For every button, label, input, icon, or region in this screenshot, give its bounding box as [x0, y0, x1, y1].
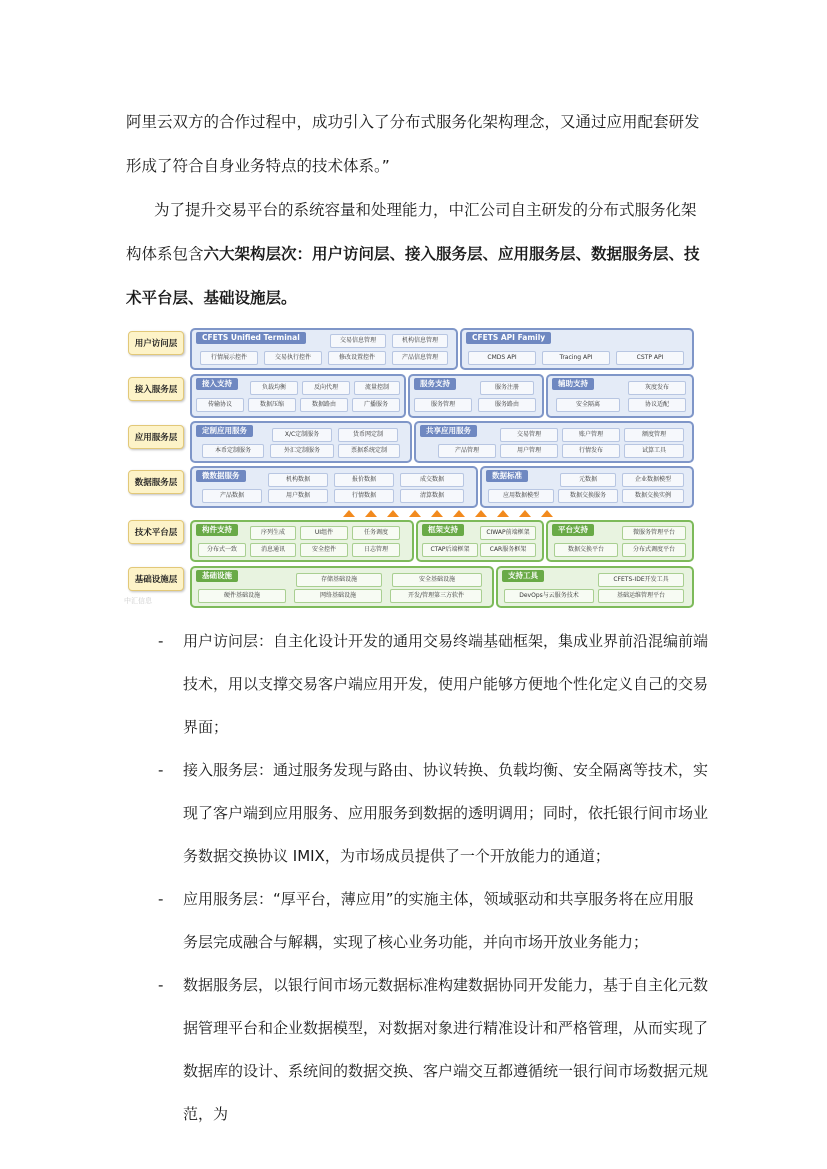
up-arrow-icon [343, 510, 355, 517]
watermark: 中汇信息 [124, 597, 152, 605]
diagram-cell: 产品数据 [202, 489, 262, 503]
diagram-cell: 服务注册 [480, 381, 534, 395]
diagram-cell: 额度管理 [624, 428, 684, 442]
diagram-cell: 本币定制服务 [202, 444, 264, 458]
up-arrow-icon [453, 510, 465, 517]
diagram-cell: 清算数据 [400, 489, 464, 503]
tier-label-app-service: 应用服务层 [128, 425, 184, 449]
tier-label-data-service: 数据服务层 [128, 470, 184, 494]
paragraph-intro-text: 为了提升交易平台的系统容量和处理能力，中汇公司自主研发的分布式服务化架构体系包含 [126, 201, 697, 263]
up-arrow-icon [365, 510, 377, 517]
diagram-cell: 分布式一致 [198, 543, 246, 557]
diagram-cell: 消息通讯 [250, 543, 296, 557]
tier-label-access-service: 接入服务层 [128, 377, 184, 401]
panel-title: CFETS Unified Terminal [196, 332, 306, 344]
diagram-cell: 广播服务 [352, 398, 400, 412]
diagram-cell: 企业数据模型 [622, 473, 684, 487]
diagram-cell: 行情数据 [334, 489, 394, 503]
diagram-cell: 元数据 [560, 473, 616, 487]
panel-title: 框架支持 [422, 524, 464, 536]
diagram-cell: CAR服务框架 [480, 543, 536, 557]
panel-shared-app [414, 421, 694, 463]
diagram-cell: 灰度发布 [628, 381, 686, 395]
diagram-cell: X/C定制服务 [272, 428, 332, 442]
diagram-cell: 行情发布 [562, 444, 620, 458]
panel-custom-app [190, 421, 412, 463]
tier-label-user-access: 用户访问层 [128, 331, 184, 355]
diagram-cell: 序列生成 [250, 526, 296, 540]
panel-service-support [408, 374, 544, 418]
diagram-cell: 流量控制 [354, 381, 400, 395]
diagram-cell: 用户数据 [268, 489, 328, 503]
panel-title: 定制应用服务 [196, 425, 253, 437]
diagram-cell: 应用数据模型 [488, 489, 554, 503]
diagram-cell: 交易管理 [500, 428, 558, 442]
panel-support-tools [496, 566, 694, 608]
diagram-cell: CMDS API [468, 351, 536, 365]
diagram-cell: 交易执行控件 [264, 351, 322, 365]
diagram-cell: 票据系统定制 [338, 444, 400, 458]
panel-title: CFETS API Family [466, 332, 551, 344]
diagram-cell: 数据路由 [300, 398, 348, 412]
panel-infrastructure [190, 566, 494, 608]
panel-aux-support [546, 374, 694, 418]
diagram-cell: 行情展示控件 [200, 351, 258, 365]
panel-title: 接入支持 [196, 378, 238, 390]
layer-description-list [158, 620, 708, 1136]
tier-label-infra: 基础设施层 [128, 567, 184, 591]
bullet-marker: - [158, 761, 164, 779]
diagram-cell: 服务路由 [478, 398, 536, 412]
panel-title: 构件支持 [196, 524, 238, 536]
diagram-cell: 数据交换平台 [554, 543, 618, 557]
up-arrow-icon [475, 510, 487, 517]
paragraph-intro-bold: 六大架构层次：用户访问层、接入服务层、应用服务层、数据服务层、技术平台层、基础设施层。 [126, 245, 700, 307]
diagram-cell: 安全隔离 [556, 398, 620, 412]
diagram-cell: 服务管理 [414, 398, 472, 412]
panel-component-support [190, 520, 414, 562]
diagram-cell: 数据交换服务 [558, 489, 618, 503]
panel-title: 共享应用服务 [420, 425, 477, 437]
diagram-cell: UI组件 [300, 526, 348, 540]
panel-title: 服务支持 [414, 378, 456, 390]
tier-label-tech-platform: 技术平台层 [128, 520, 184, 544]
diagram-cell: 试算工具 [624, 444, 684, 458]
panel-framework-support [416, 520, 544, 562]
panel-title: 平台支持 [552, 524, 594, 536]
diagram-cell: 开发/管理第三方软件 [390, 589, 482, 603]
diagram-cell: DevOps与云服务技术 [504, 589, 594, 603]
diagram-cell: 用户管理 [500, 444, 558, 458]
diagram-cell: 产品信息管理 [392, 351, 448, 365]
paragraph-continuation: 阿里云双方的合作过程中，成功引入了分布式服务化架构理念，又通过应用配套研发形成了符合自身业务特点的技术体系。” [126, 113, 700, 175]
panel-title: 数据标准 [486, 470, 528, 482]
diagram-cell: CTAP后端框架 [422, 543, 478, 557]
diagram-cell: CSTP API [616, 351, 684, 365]
list-item [158, 964, 708, 1136]
diagram-cell: 成交数据 [400, 473, 464, 487]
diagram-cell: 机构数据 [268, 473, 328, 487]
bullet-marker: - [158, 890, 164, 908]
diagram-cell: 修改设置控件 [328, 351, 386, 365]
panel-title: 支持工具 [502, 570, 544, 582]
panel-unified-terminal [190, 328, 458, 370]
diagram-cell: 安全控件 [300, 543, 348, 557]
list-item [158, 749, 708, 878]
diagram-cell: 安全基础设施 [392, 573, 482, 587]
panel-title: 基础设施 [196, 570, 238, 582]
up-arrow-icon [431, 510, 443, 517]
diagram-cell: 交易信息管理 [330, 334, 386, 348]
diagram-cell: 数据交换实例 [622, 489, 684, 503]
panel-data-standard [480, 466, 694, 508]
paragraph-architecture-intro [126, 188, 704, 320]
diagram-cell: 存储基础设施 [296, 573, 382, 587]
bullet-marker: - [158, 976, 164, 994]
up-arrow-icon [497, 510, 509, 517]
diagram-cell: 分布式调度平台 [622, 543, 686, 557]
diagram-cell: 传输协议 [196, 398, 244, 412]
list-item-text: 接入服务层：通过服务发现与路由、协议转换、负载均衡、安全隔离等技术，实现了客户端到应用服务、应用服务到数据的透明调用；同时，依托银行间市场业务数据交换协议 IMIX，为市场成员提供了一个开放能力的通道； [183, 761, 709, 865]
diagram-cell: 微服务管理平台 [622, 526, 686, 540]
diagram-cell: 反向代理 [302, 381, 350, 395]
panel-platform-support [546, 520, 694, 562]
diagram-cell: 协议适配 [628, 398, 686, 412]
up-arrow-icon [519, 510, 531, 517]
diagram-cell: CIWAP前端框架 [480, 526, 536, 540]
diagram-cell: 外汇定制服务 [270, 444, 334, 458]
panel-access-support [190, 374, 406, 418]
diagram-cell: 报价数据 [334, 473, 394, 487]
list-item [158, 878, 708, 964]
diagram-cell: 机构信息管理 [392, 334, 448, 348]
panel-title: 辅助支持 [552, 378, 594, 390]
diagram-cell: CFETS-IDE开发工具 [598, 573, 684, 587]
list-item-text: 数据服务层，以银行间市场元数据标准构建数据协同开发能力，基于自主化元数据管理平台和企业数据模型，对数据对象进行精准设计和严格管理，从而实现了数据库的设计、系统间的数据交换、客户端交互都遵循统一银行间市场数据元规范，为 [183, 976, 709, 1123]
up-arrow-icon [409, 510, 421, 517]
diagram-cell: 负载均衡 [250, 381, 298, 395]
list-item-text: 用户访问层：自主化设计开发的通用交易终端基础框架，集成业界前沿混编前端技术，用以支撑交易客户端应用开发，使用户能够方便地个性化定义自己的交易界面； [183, 632, 709, 736]
list-item [158, 620, 708, 749]
panel-title: 微数据服务 [196, 470, 246, 482]
diagram-cell: Tracing API [542, 351, 610, 365]
bullet-marker: - [158, 632, 164, 650]
diagram-cell: 产品管理 [438, 444, 496, 458]
diagram-cell: 货币网定制 [338, 428, 398, 442]
diagram-cell: 日志管理 [352, 543, 400, 557]
diagram-cell: 账户管理 [562, 428, 620, 442]
panel-api-family [460, 328, 694, 370]
diagram-cell: 基础运维管理平台 [598, 589, 684, 603]
up-arrow-icon [541, 510, 553, 517]
up-arrow-icon [387, 510, 399, 517]
diagram-cell: 数据压缩 [248, 398, 296, 412]
architecture-diagram [124, 324, 696, 610]
diagram-cell: 硬件基础设施 [198, 589, 286, 603]
diagram-cell: 任务调度 [352, 526, 400, 540]
list-item-text: 应用服务层：“厚平台，薄应用”的实施主体，领域驱动和共享服务将在应用服务层完成融合与解耦，实现了核心业务功能，并向市场开放业务能力； [183, 890, 694, 951]
diagram-cell: 网络基础设施 [294, 589, 382, 603]
panel-micro-data [190, 466, 478, 508]
